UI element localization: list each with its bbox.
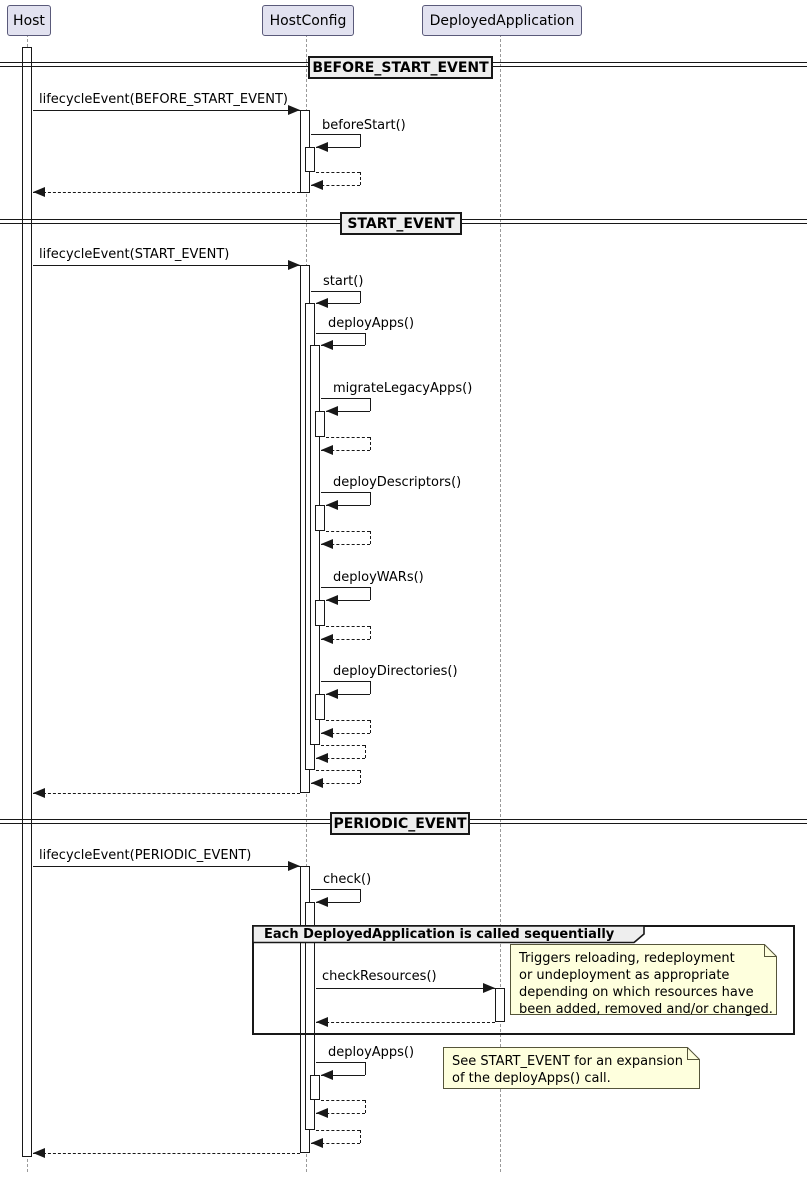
- return-line: [326, 531, 370, 532]
- return-line: [370, 626, 371, 639]
- note-line: been added, removed and/or changed.: [519, 1002, 773, 1017]
- activation-hostconfig-before-l2: [305, 147, 315, 172]
- arrowhead-icon: [33, 1148, 45, 1158]
- arrowhead-icon: [33, 187, 45, 197]
- arrowhead-icon: [316, 298, 328, 308]
- arrowhead-icon: [316, 142, 328, 152]
- message-line-lifecycle-before-start: [33, 110, 300, 111]
- participant-hostconfig: [262, 5, 354, 36]
- message-line-lifecycle-periodic: [33, 866, 300, 867]
- selfcall-line: [316, 1062, 365, 1063]
- arrowhead-icon: [326, 406, 338, 416]
- selfcall-line: [321, 398, 370, 399]
- selfcall-line: [311, 291, 360, 292]
- arrowhead-icon: [288, 260, 300, 270]
- arrowhead-icon: [321, 340, 333, 350]
- note-line: See START_EVENT for an expansion: [452, 1054, 683, 1069]
- selfcall-line: [370, 398, 371, 411]
- return-line: [370, 720, 371, 733]
- return-line: [326, 720, 370, 721]
- arrowhead-icon: [483, 983, 495, 993]
- selfcall-line: [360, 134, 361, 147]
- divider-before-start-label: BEFORE_START_EVENT: [312, 59, 489, 76]
- return-line: [321, 745, 365, 746]
- divider-periodic-label: PERIODIC_EVENT: [333, 815, 467, 832]
- activation-hostconfig-directories: [315, 694, 325, 720]
- selfcall-line: [321, 681, 370, 682]
- note-line: of the deployApps() call.: [452, 1071, 611, 1086]
- selfcall-line: [365, 333, 366, 345]
- arrowhead-icon: [33, 788, 45, 798]
- message-label-lifecycle-periodic: lifecycleEvent(PERIODIC_EVENT): [39, 848, 252, 863]
- arrowhead-icon: [316, 897, 328, 907]
- return-line-check-resources: [316, 1022, 495, 1023]
- note-line: or undeployment as appropriate: [519, 968, 730, 983]
- return-line: [326, 437, 370, 438]
- note-line: depending on which resources have: [519, 985, 754, 1000]
- arrowhead-icon: [316, 1108, 328, 1118]
- participant-deployedapplication: [422, 5, 582, 36]
- note-check-resources: [510, 944, 777, 1015]
- note-line: Triggers reloading, redeployment: [519, 951, 735, 966]
- selfcall-line: [360, 291, 361, 303]
- arrowhead-icon: [316, 1017, 328, 1027]
- return-line: [316, 1130, 360, 1131]
- arrowhead-icon: [321, 539, 333, 549]
- activation-hostconfig-periodic-l3: [310, 1075, 320, 1100]
- arrowhead-icon: [311, 180, 323, 190]
- arrowhead-icon: [326, 689, 338, 699]
- selfcall-line: [321, 587, 370, 588]
- return-line: [316, 770, 360, 771]
- group-title: Each DeployedApplication is called sequentially: [264, 927, 615, 942]
- participant-deployedapplication-label: DeployedApplication: [429, 12, 575, 29]
- message-label-migrate-legacy-apps: migrateLegacyApps(): [333, 381, 473, 396]
- participant-hostconfig-label: HostConfig: [269, 12, 347, 29]
- return-line-lifecycle-start: [33, 793, 300, 794]
- message-label-check-resources: checkResources(): [322, 969, 437, 984]
- return-line: [326, 626, 370, 627]
- arrowhead-icon: [288, 861, 300, 871]
- selfcall-line: [311, 134, 360, 135]
- arrowhead-icon: [321, 728, 333, 738]
- message-line-check-resources: [316, 988, 495, 989]
- divider-start-event: [340, 212, 462, 235]
- return-line-lifecycle-before-start: [33, 192, 300, 193]
- note-deploy-apps-text: [452, 1053, 683, 1087]
- arrowhead-icon: [311, 778, 323, 788]
- activation-hostconfig-wars: [315, 600, 325, 626]
- selfcall-line: [360, 889, 361, 902]
- activation-hostconfig-migrate: [315, 411, 325, 437]
- arrowhead-icon: [316, 753, 328, 763]
- message-label-deploy-apps-periodic: deployApps(): [328, 1045, 415, 1060]
- selfcall-line: [370, 492, 371, 505]
- note-check-resources-text: [519, 950, 773, 1018]
- arrowhead-icon: [311, 1138, 323, 1148]
- selfcall-line: [370, 587, 371, 600]
- message-label-before-start: beforeStart(): [322, 118, 406, 133]
- activation-hostconfig-descriptors: [315, 505, 325, 531]
- return-line: [360, 770, 361, 783]
- arrowhead-icon: [326, 500, 338, 510]
- message-label-deploy-wars: deployWARs(): [333, 570, 424, 585]
- message-label-check: check(): [323, 872, 372, 887]
- note-deploy-apps: [443, 1047, 700, 1089]
- selfcall-line: [365, 1062, 366, 1075]
- return-line: [360, 1130, 361, 1143]
- message-label-lifecycle-before-start: lifecycleEvent(BEFORE_START_EVENT): [39, 92, 288, 107]
- participant-host: [7, 5, 51, 36]
- return-line: [321, 1100, 365, 1101]
- message-line-lifecycle-start: [33, 265, 300, 266]
- message-label-deploy-directories: deployDirectories(): [333, 664, 458, 679]
- arrowhead-icon: [321, 1070, 333, 1080]
- arrowhead-icon: [288, 105, 300, 115]
- return-line: [316, 172, 360, 173]
- selfcall-line: [370, 681, 371, 694]
- return-line: [370, 531, 371, 544]
- selfcall-line: [321, 492, 370, 493]
- selfcall-line: [316, 333, 365, 334]
- return-line: [365, 745, 366, 758]
- arrowhead-icon: [321, 445, 333, 455]
- arrowhead-icon: [326, 595, 338, 605]
- divider-start-label: START_EVENT: [347, 215, 455, 232]
- return-line: [365, 1100, 366, 1113]
- message-label-lifecycle-start: lifecycleEvent(START_EVENT): [39, 247, 230, 262]
- arrowhead-icon: [321, 634, 333, 644]
- return-line-lifecycle-periodic: [33, 1153, 300, 1154]
- selfcall-line: [311, 889, 360, 890]
- message-label-deploy-descriptors: deployDescriptors(): [333, 475, 462, 490]
- divider-before-start-event: [308, 56, 493, 79]
- participant-host-label: Host: [13, 12, 45, 29]
- activation-host: [22, 47, 32, 1157]
- message-label-deploy-apps: deployApps(): [328, 316, 415, 331]
- activation-hostconfig-start-l3: [310, 345, 320, 745]
- divider-periodic-event: [330, 812, 470, 835]
- return-line: [360, 172, 361, 185]
- return-line: [370, 437, 371, 450]
- message-label-start: start(): [323, 274, 364, 289]
